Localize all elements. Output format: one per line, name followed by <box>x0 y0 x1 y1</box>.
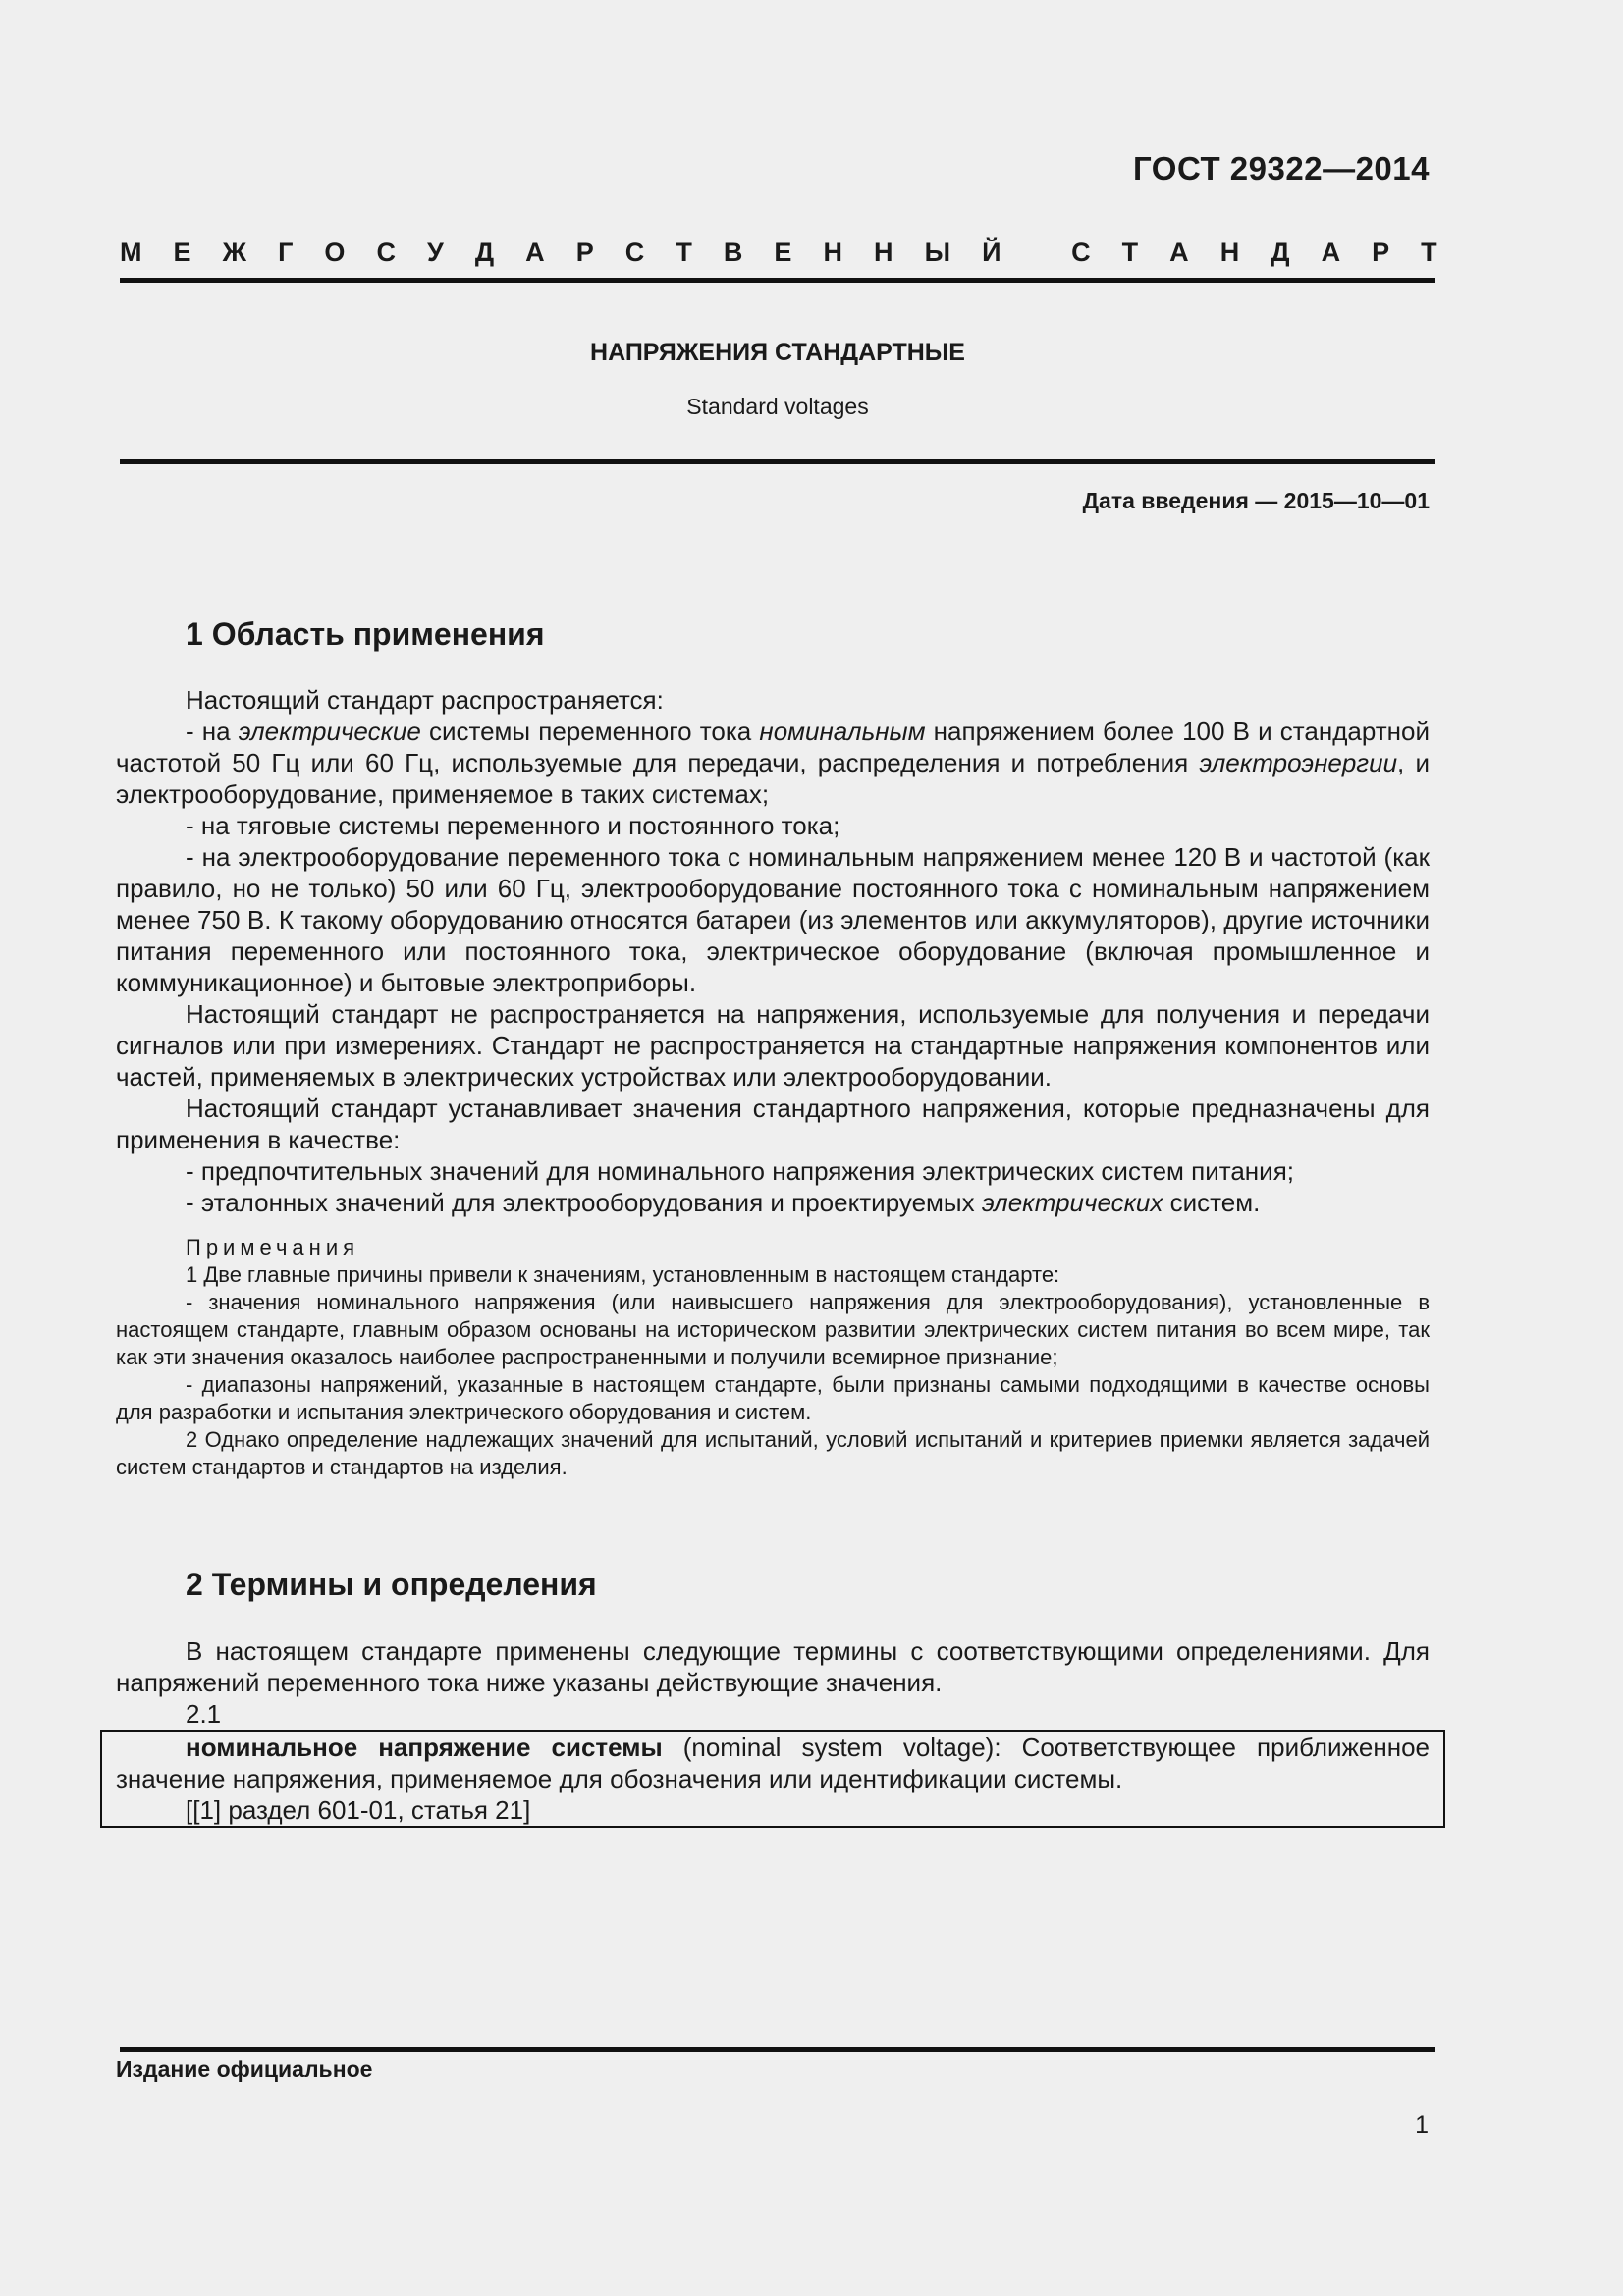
standard-type-letter: Т <box>676 238 692 267</box>
notes-block <box>116 1234 1430 1481</box>
standard-type-letter <box>1033 238 1041 268</box>
clause-number: 2.1 <box>186 1699 222 1729</box>
standard-type-letter: Н <box>874 238 893 267</box>
paragraph: Настоящий стандарт устанавливает значения стандартного напряжения, которые предназначены для применения в качестве: <box>116 1094 1430 1154</box>
standard-type-letter: Д <box>1271 238 1290 267</box>
footer-rule <box>120 2047 1435 2052</box>
definition-reference: [[1] раздел 601-01, статья 21] <box>186 1795 531 1825</box>
standard-type-letter: А <box>525 238 545 267</box>
standard-type-letter: Й <box>982 238 1001 267</box>
term: номинальное напряжение системы <box>186 1733 663 1762</box>
list-item: - на тяговые системы переменного и постоянного тока; <box>186 811 840 840</box>
page-number: 1 <box>1415 2111 1429 2139</box>
standard-type-letter: Н <box>823 238 842 267</box>
note-item: 2 Однако определение надлежащих значений для испытаний, условий испытаний и критериев приемки является задачей систем стандартов и стандартов на изделия. <box>116 1427 1430 1479</box>
title-rule <box>120 459 1435 464</box>
section-2-body <box>116 1635 1430 1730</box>
notes-heading: Примечания <box>186 1235 360 1259</box>
standard-type-letter: С <box>376 238 396 267</box>
standard-type-letter: В <box>723 238 743 267</box>
list-item: - на электрические системы переменного тока номинальным напряжением более 100 В и стандартной частотой 50 Гц или 60 Гц, используемые для передачи, распределения и потребления электроэнергии, и электрооборудование, применяемое в таких системах; <box>116 717 1430 809</box>
standard-type-letter: С <box>624 238 645 267</box>
standard-type-letter: Н <box>1219 238 1240 267</box>
definition: номинальное напряжение системы (nominal system voltage): Соответствующее приближенное значение напряжения, применяемое для обозначения или идентификации системы. <box>116 1733 1431 1793</box>
note-list-item: - диапазоны напряжений, указанные в настоящем стандарте, были признаны самыми подходящими в качестве основы для разработки и испытания электрического оборудования и систем. <box>116 1372 1430 1424</box>
list-item: - на электрооборудование переменного тока с номинальным напряжением менее 120 В и частотой (как правило, но не только) 50 или 60 Гц, электрооборудование постоянного тока с номинальным напряжением менее 750 В. К такому оборудованию относятся батареи (из элементов или аккумуляторов), другие источники питания переменного или постоянного тока, электрическое оборудование (включая промышленное и коммуникационное) и бытовые электроприборы. <box>116 842 1430 997</box>
edition-label: Издание официальное <box>116 2056 373 2082</box>
definition-text <box>116 1732 1430 1826</box>
standard-type-letter: Р <box>575 238 594 267</box>
header-rule <box>120 278 1435 283</box>
standard-type-letter: О <box>324 238 346 267</box>
standard-type-letter: Е <box>173 238 191 267</box>
standard-type-letter: Г <box>278 238 294 267</box>
section-1-body <box>116 684 1430 1218</box>
standard-type-letter: Е <box>774 238 792 267</box>
document-title-english: Standard voltages <box>686 394 869 419</box>
standard-type-letter: А <box>1321 238 1341 267</box>
standard-type-letter: Т <box>1421 238 1437 267</box>
standard-type-letter: С <box>1071 238 1091 267</box>
section-1-heading: 1 Область применения <box>186 616 545 652</box>
list-item: - эталонных значений для электрооборудования и проектируемых электрических систем. <box>186 1188 1261 1217</box>
standard-type-letter: А <box>1169 238 1189 267</box>
standard-type <box>120 238 1437 268</box>
note-item: 1 Две главные причины привели к значениям, установленным в настоящем стандарте: <box>186 1262 1060 1287</box>
document-title: НАПРЯЖЕНИЯ СТАНДАРТНЫЕ <box>590 339 965 366</box>
paragraph: Настоящий стандарт распространяется: <box>186 685 664 715</box>
list-item: - предпочтительных значений для номинального напряжения электрических систем питания; <box>186 1156 1294 1186</box>
introduction-date: Дата введения — 2015—10—01 <box>1082 488 1430 513</box>
standard-type-letter: Р <box>1372 238 1390 267</box>
standard-type-letter: Д <box>474 238 495 267</box>
standard-type-letter: Ж <box>222 238 247 267</box>
standard-type-letter: Т <box>1121 238 1139 267</box>
standard-type-letter: Ы <box>924 238 951 267</box>
note-list-item: - значения номинального напряжения (или наивысшего напряжения для электрооборудования), установленные в настоящем стандарте, главным образом основаны на историческом развитии электрических систем питания во всем мире, так как эти значения оказалось наиболее распространенными и получили всемирное признание; <box>116 1290 1430 1369</box>
standard-type-letter: У <box>427 238 444 267</box>
section-2-heading: 2 Термины и определения <box>186 1567 597 1602</box>
standard-type-letter: М <box>120 238 142 267</box>
paragraph: Настоящий стандарт не распространяется на напряжения, используемые для получения и передачи сигналов или при измерениях. Стандарт не распространяется на стандартные напряжения компонентов или частей, применяемых в электрических устройствах или электрооборудовании. <box>116 999 1430 1092</box>
standard-number: ГОСТ 29322—2014 <box>1133 150 1430 187</box>
paragraph: В настоящем стандарте применены следующие термины с соответствующими определениями. Для напряжений переменного тока ниже указаны действующие значения. <box>116 1636 1430 1697</box>
